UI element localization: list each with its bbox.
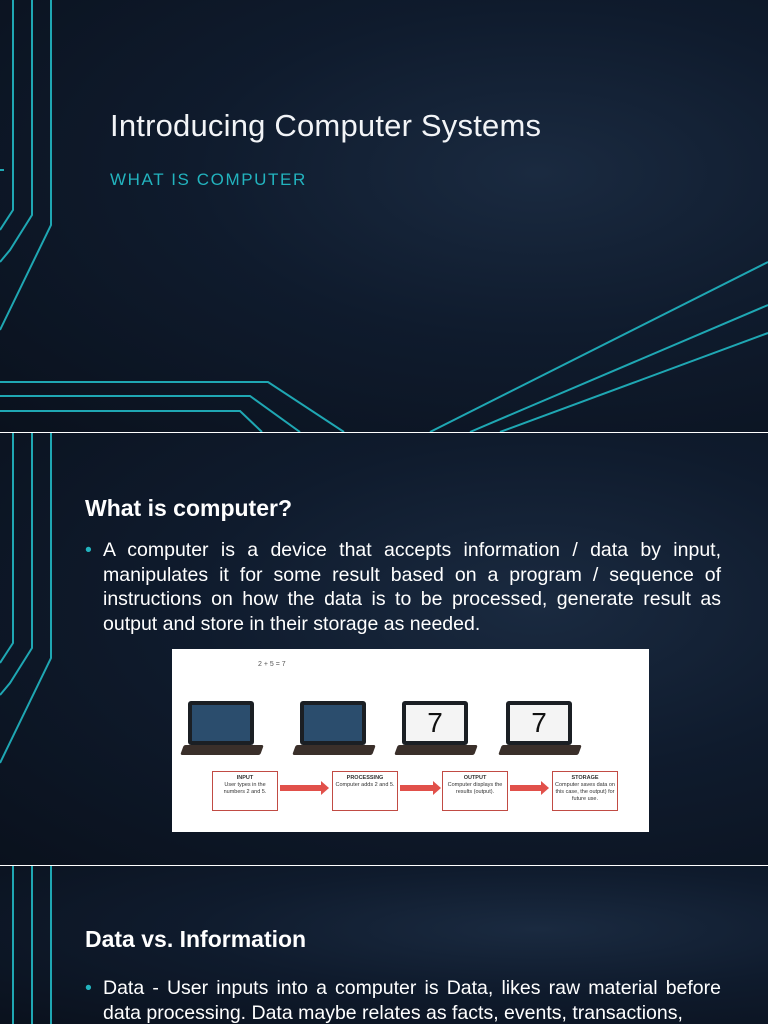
step-box-storage — [552, 771, 618, 811]
computer-process-diagram — [172, 649, 649, 832]
content-slide-data-vs-information — [0, 866, 768, 1024]
bullet-icon: • — [85, 977, 92, 999]
step-title: STORAGE — [571, 775, 599, 781]
step-box-input — [212, 771, 278, 811]
step-text: Computer saves data on this case, the output) for future use. — [555, 782, 615, 802]
bullet-text: A computer is a device that accepts information / data by input, manipulates it for some result based on a program / sequence of instructions on how the data is to be processed, generate result as output and store in their storage as needed. — [103, 539, 721, 635]
circuit-lines-decoration — [0, 0, 768, 432]
step-box-output — [442, 771, 508, 811]
step-title: PROCESSING — [346, 775, 384, 781]
step-text: Computer adds 2 and 5. — [335, 782, 395, 788]
equation-label: 2 + 5 = 7 — [258, 661, 286, 668]
bullet-icon: • — [85, 539, 92, 561]
step-title: INPUT — [236, 775, 254, 781]
slide-title: Introducing Computer Systems — [110, 108, 542, 143]
slide-subtitle: WHAT IS COMPUTER — [110, 170, 307, 189]
slide-heading: What is computer? — [85, 495, 293, 521]
screen-digit: 7 — [510, 705, 568, 741]
bullet-item — [85, 976, 721, 1024]
content-slide-what-is-computer — [0, 433, 768, 865]
arrow-icon — [280, 785, 322, 791]
title-slide — [0, 0, 768, 432]
step-box-processing — [332, 771, 398, 811]
step-text: Computer displays the results (output). — [447, 782, 503, 795]
screen-digit: 7 — [406, 705, 464, 741]
step-text: User types in the numbers 2 and 5. — [223, 782, 267, 795]
step-title: OUTPUT — [463, 775, 487, 781]
arrow-icon — [400, 785, 434, 791]
arrow-icon — [510, 785, 542, 791]
bullet-item — [85, 538, 721, 636]
bullet-text: Data - User inputs into a computer is Data, likes raw material before data processing. Data maybe relates as facts, events, transactions, — [103, 977, 721, 1024]
slide-heading: Data vs. Information — [85, 926, 307, 952]
